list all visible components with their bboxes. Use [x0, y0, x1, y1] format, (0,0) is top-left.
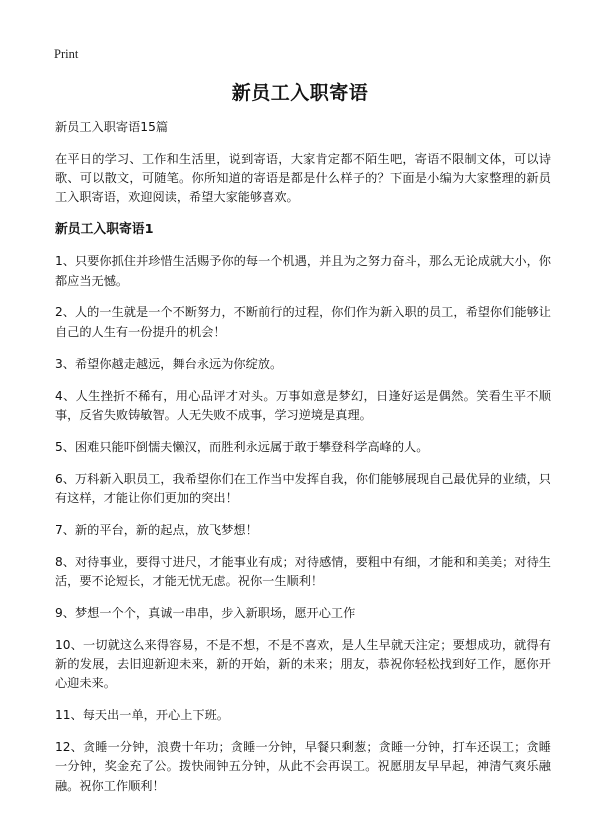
list-item: 6、万科新入职员工，我希望你们在工作当中发挥自我，你们能够展现自己最优异的业绩，只有这样，才能让你们更加的突出！: [55, 471, 551, 505]
list-item: 11、每天出一单，开心上下班。: [55, 708, 229, 723]
list-item: 1、只要你抓住并珍惜生活赐予你的每一个机遇，并且为之努力奋斗，那么无论成就大小，你都应当无憾。: [55, 254, 551, 288]
list-item: 8、对待事业，要得寸进尺，才能事业有成；对待感情，要粗中有细，才能和和美美；对待生活，要不论短长，才能无忧无虑。祝你一生顺利！: [55, 554, 551, 588]
list-item: 10、一切就这么来得容易，不是不想，不是不喜欢，是人生早就天注定；要想成功，就得有新的发展，去旧迎新迎未来，新的开始，新的未来；朋友，恭祝你轻松找到好工作，愿你开心迎未来。: [55, 637, 551, 691]
list-item: 5、困难只能吓倒懦夫懒汉，而胜利永远属于敢于攀登科学高峰的人。: [55, 439, 429, 454]
page-title: 新员工入职寄语: [231, 82, 369, 104]
intro-paragraph: 在平日的学习、工作和生活里，说到寄语，大家肯定都不陌生吧，寄语不限制文体，可以诗歌、可以散文，可随笔。你所知道的寄语是都是什么样子的？下面是小编为大家整理的新员工入职寄语，欢迎阅读，希望大家能够喜欢。: [55, 151, 551, 205]
print-link[interactable]: Print: [54, 47, 79, 61]
article-body: [55, 118, 551, 809]
list-item: 4、人生挫折不稀有，用心品评才对头。万事如意是梦幻，日逢好运是偶然。笑看生平不顺事，反省失败铸敏智。人无失败不成事，学习逆境是真理。: [55, 388, 551, 422]
list-item: 12、贪睡一分钟，浪费十年功；贪睡一分钟，早餐只剩葱；贪睡一分钟，打车还误工；贪睡一分钟，奖金充了公。拨快闹钟五分钟，从此不会再误工。祝愿朋友早早起，神清气爽乐融融。祝你工作顺利！: [55, 740, 551, 793]
list-item: 2、人的一生就是一个不断努力，不断前行的过程，你们作为新入职的员工，希望你们能够让自己的人生有一份提升的机会！: [55, 305, 551, 339]
list-item: 3、希望你越走越远，舞台永远为你绽放。: [55, 356, 283, 371]
article-subtitle: 新员工入职寄语15篇: [55, 120, 169, 134]
list-item: 7、新的平台，新的起点，放飞梦想！: [55, 522, 258, 537]
list-item: 9、梦想一个个，真诚一串串，步入新职场，愿开心工作: [55, 605, 356, 620]
section-heading: 新员工入职寄语1: [55, 222, 154, 238]
